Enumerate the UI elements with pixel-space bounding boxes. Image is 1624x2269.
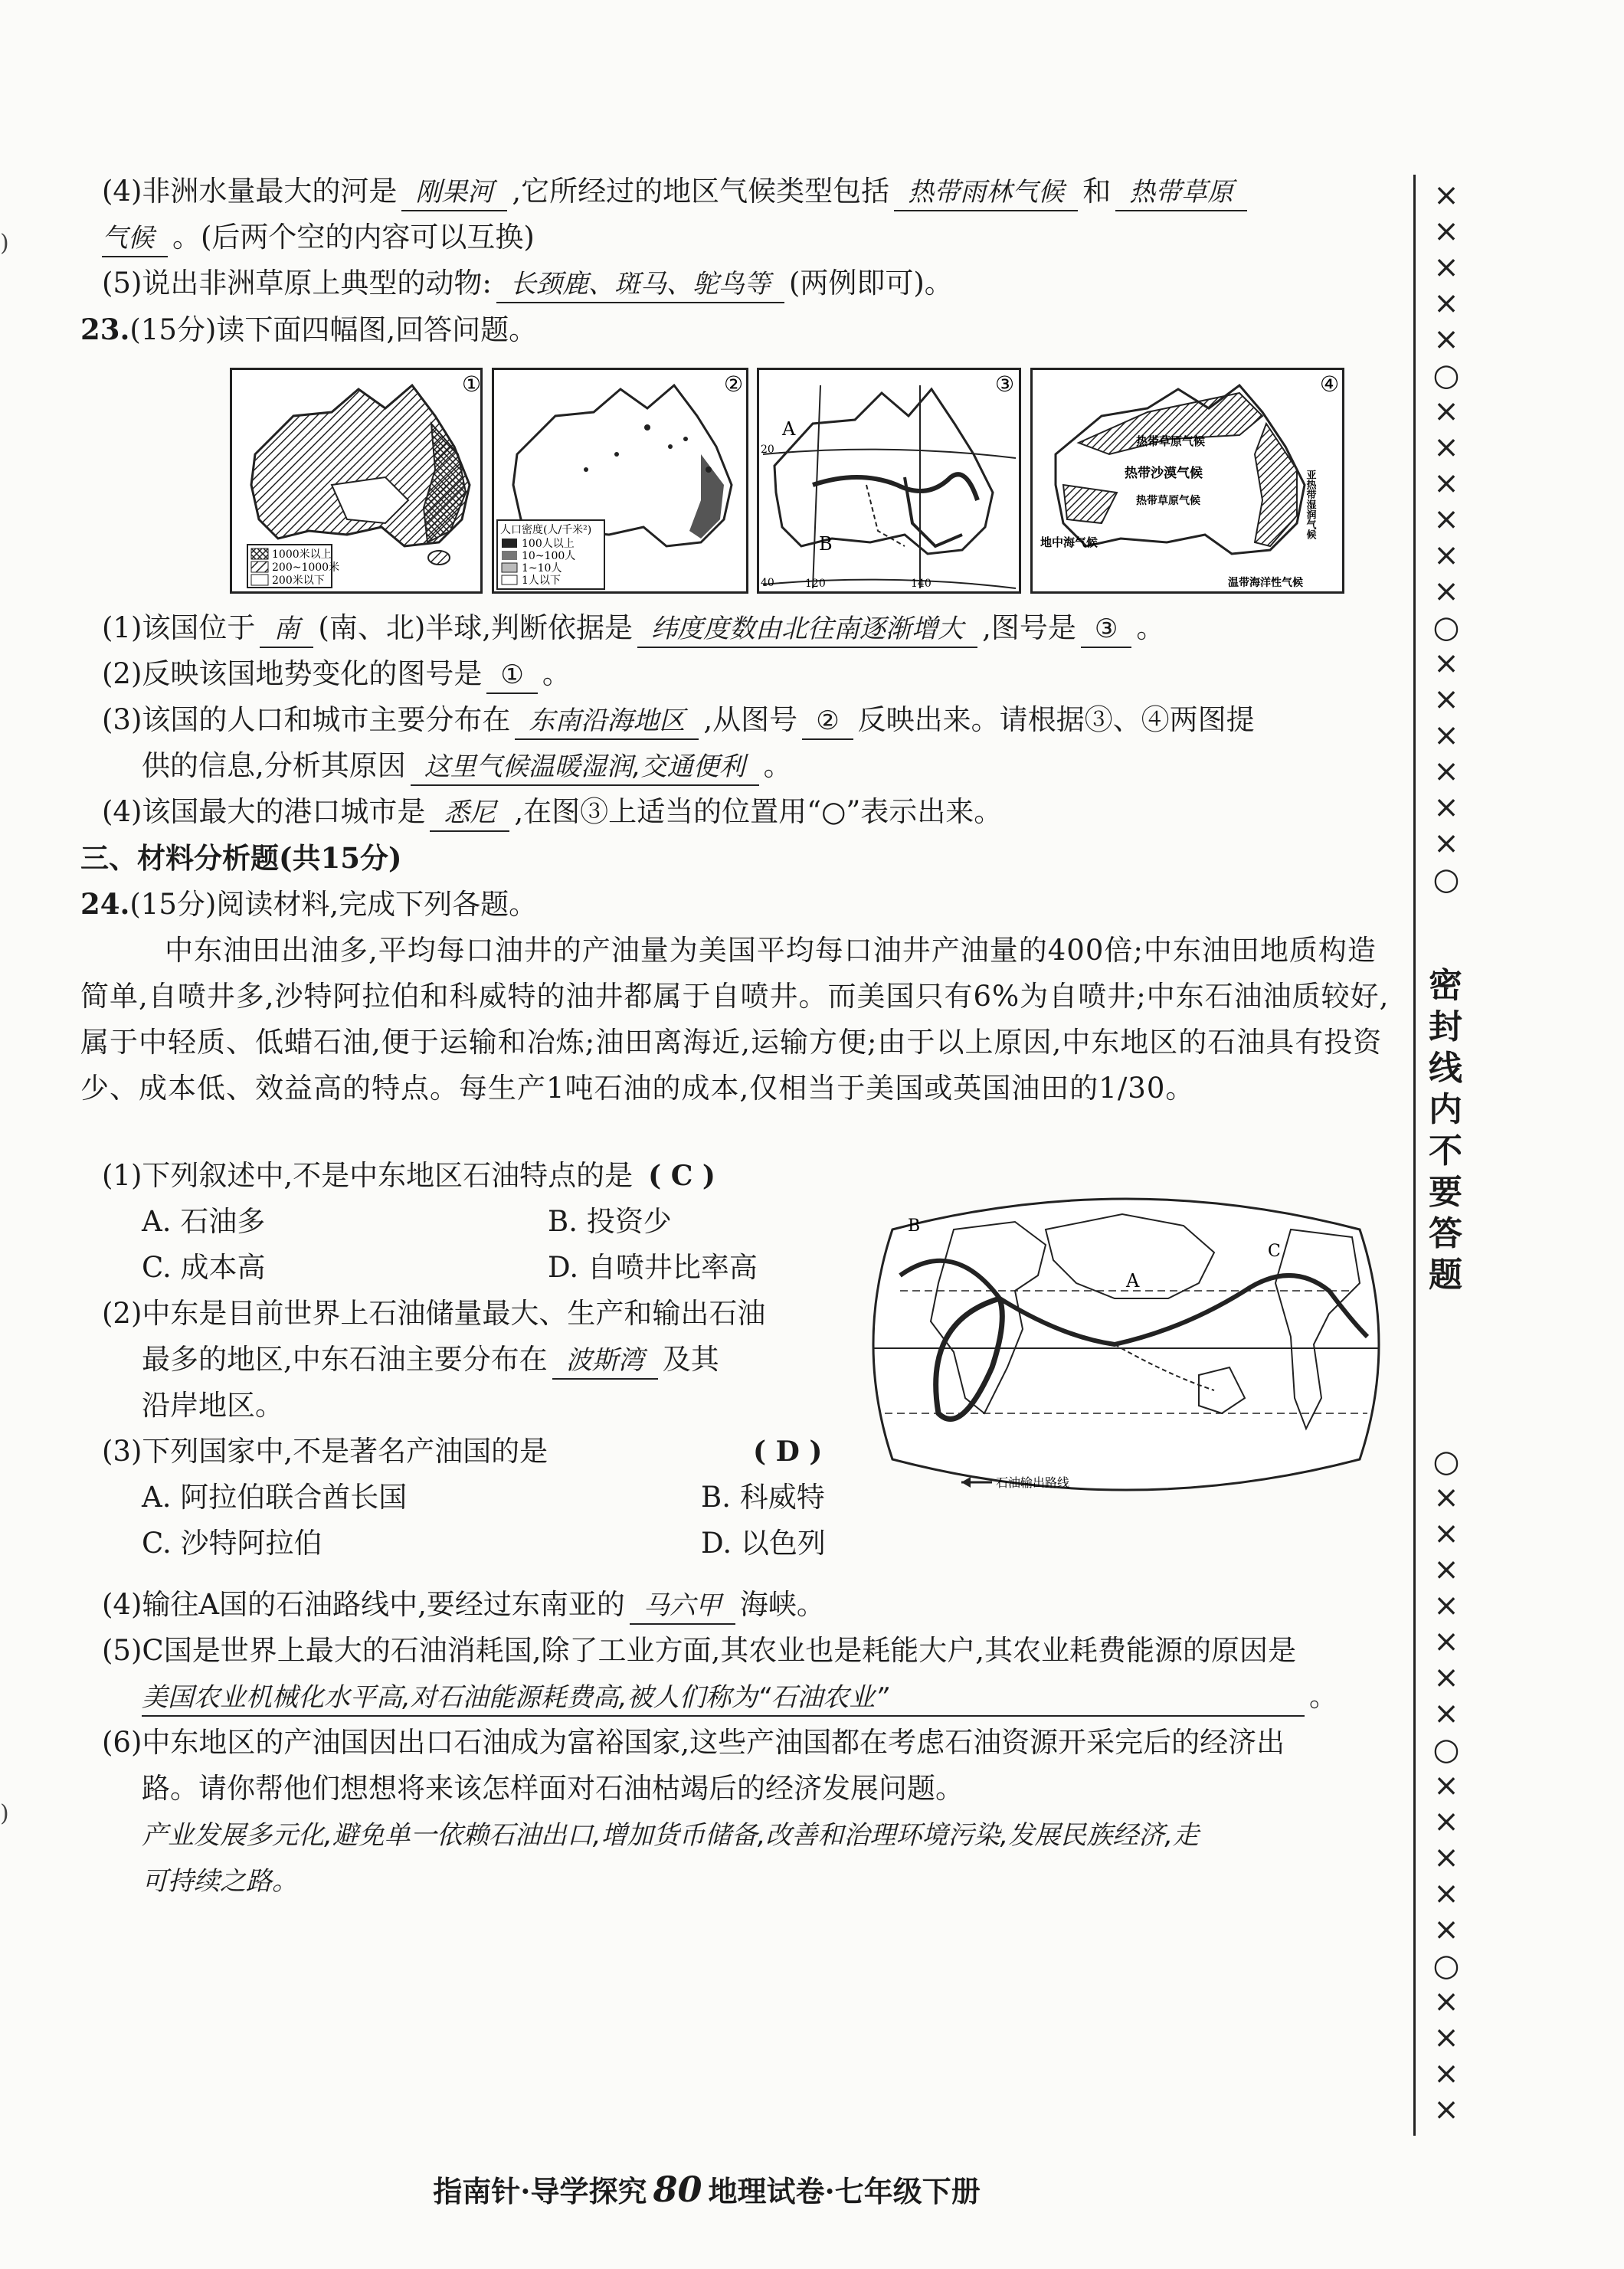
q23-questions xyxy=(80,605,1398,1112)
q24-part1 xyxy=(80,1153,846,1199)
option: D. 自喷井比率高 xyxy=(548,1251,758,1284)
map-4-climate xyxy=(1030,368,1344,594)
text: 供的信息,分析其原因 xyxy=(142,749,406,782)
legend-label: 1~10人 xyxy=(522,562,562,575)
longitude-label: 140 xyxy=(911,578,932,590)
text: ,它所经过的地区气候类型包括 xyxy=(512,175,890,208)
text: (4)输往A国的石油路线中,要经过东南亚的 xyxy=(102,1588,625,1621)
text: 海峡。 xyxy=(739,1588,825,1621)
climate-label: 热带草原气候 xyxy=(1136,495,1200,507)
q24-part6: (6)中东地区的产油国因出口石油成为富裕国家,这些产油国都在考虑石油资源开采完后的经济出 xyxy=(102,1726,1285,1759)
text: 。 xyxy=(1309,1680,1338,1713)
answer-blank: 美国农业机械化水平高,对石油能源耗费高,被人们称为“石油农业” xyxy=(142,1680,1305,1717)
legend-title: 人口密度(人/千米²) xyxy=(500,524,592,536)
map-2-population xyxy=(492,368,748,594)
answer-blank: 马六甲 xyxy=(630,1588,735,1625)
map-label-a: A xyxy=(1126,1270,1140,1292)
q23-part2 xyxy=(80,651,1398,697)
text: (2)反映该国地势变化的图号是 xyxy=(102,657,483,690)
text: (1)下列叙述中,不是中东地区石油特点的是 xyxy=(102,1159,634,1192)
map-label-b: B xyxy=(819,533,833,555)
q24-passage: 中东油田出油多,平均每口油井的产油量为美国平均每口油井产油量的400倍;中东油田地质构造简单,自喷井多,沙特阿拉伯和科威特的油井都属于自喷井。而美国只有6%为自喷井;中东石油油质较好,属于中轻质、低蜡石油,便于运输和冶炼;油田离海近,运输方便;由于以上原因,中东地区的石油具有投资少、成本低、效益高的特点。每生产1吨石油的成本,仅相当于美国或英国油田的1/30。 xyxy=(80,934,1390,1105)
text: (15分)阅读材料,完成下列各题。 xyxy=(129,888,538,921)
legend-label: 200米以下 xyxy=(272,575,325,587)
choice-answer: ( C ) xyxy=(648,1160,715,1192)
q24-part5: (5)C国是世界上最大的石油消耗国,除了工业方面,其农业也是耗能大户,其农业耗费能源的原因是 xyxy=(102,1634,1297,1667)
climate-label: 热带沙漠气候 xyxy=(1125,466,1203,481)
text: (3)下列国家中,不是著名产油国的是 xyxy=(102,1435,548,1468)
text: 。(后两个空的内容可以互换) xyxy=(172,221,535,254)
handwritten-answer: 产业发展多元化,避免单一依赖石油出口,增加货币储备,改善和治理环境污染,发展民族经济,走 xyxy=(142,1820,1200,1851)
answer-blank: 悉尼 xyxy=(430,795,509,832)
text: (南、北)半球,判断依据是 xyxy=(318,611,634,644)
legend-label: 1人以下 xyxy=(522,575,561,587)
answer-blank: 这里气候温暖湿润,交通便利 xyxy=(411,749,759,786)
legend-label: 10~100人 xyxy=(522,550,576,562)
question-number: 24. xyxy=(80,887,130,921)
text: (1)该国位于 xyxy=(102,611,256,644)
answer-blank: ② xyxy=(802,703,853,740)
climate-label: 温带海洋性气候 xyxy=(1228,577,1303,589)
text: 。 xyxy=(763,749,792,782)
footer-brand: 指南针·导学探究 xyxy=(433,2174,647,2208)
option: C. 成本高 xyxy=(142,1251,266,1284)
seal-line xyxy=(1413,175,1416,2136)
choice-answer: ( D ) xyxy=(753,1436,823,1468)
longitude-label: 120 xyxy=(805,578,826,590)
q24-part3-options-ab xyxy=(80,1475,846,1521)
text: (两例即可)。 xyxy=(788,267,953,300)
q24-part3 xyxy=(80,1429,846,1475)
text: ,图号是 xyxy=(982,611,1076,644)
text: (4)该国最大的港口城市是 xyxy=(102,795,426,828)
q23-part3 xyxy=(80,697,1398,743)
latitude-label: 20 xyxy=(761,444,774,456)
climate-map-svg xyxy=(1033,370,1342,591)
q23-part1 xyxy=(80,605,1398,651)
footer-title: 地理试卷·七年级下册 xyxy=(708,2174,981,2208)
map-number: ② xyxy=(724,372,744,397)
map-number: ④ xyxy=(1320,372,1340,397)
seal-marks-top: × × × × × ○ × × × × × × ○ × × × × × × ○ xyxy=(1432,178,1460,897)
climate-label: 热带草原气候 xyxy=(1136,434,1206,448)
terrain-map-svg xyxy=(232,370,480,591)
q24-title xyxy=(80,881,1398,928)
q23-title xyxy=(80,306,1398,353)
q24-part2-cont xyxy=(80,1337,846,1383)
text: 及其 xyxy=(662,1343,719,1376)
answer-blank: 东南沿海地区 xyxy=(515,703,699,740)
answer-blank: ③ xyxy=(1081,611,1131,648)
text: 最多的地区,中东石油主要分布在 xyxy=(142,1343,548,1376)
map-1-terrain xyxy=(230,368,483,594)
answer-blank: 热带草原 xyxy=(1115,175,1247,211)
option: B. 科威特 xyxy=(701,1481,825,1514)
q24-part4 xyxy=(80,1582,1398,1628)
q24-part5-answer xyxy=(80,1674,1398,1720)
legend-label: 200~1000米 xyxy=(272,562,340,574)
text: (3)该国的人口和城市主要分布在 xyxy=(102,703,511,736)
answer-blank: 气候 xyxy=(102,221,168,257)
text: ,在图③上适当的位置用“○”表示出来。 xyxy=(514,795,1003,828)
answer-blank: 纬度度数由北往南逐渐增大 xyxy=(637,611,977,648)
page-number: 80 xyxy=(653,2169,702,2210)
answer-blank: 南 xyxy=(260,611,313,648)
page-footer xyxy=(0,2168,1413,2210)
option: B. 投资少 xyxy=(548,1205,672,1238)
q24-left-column xyxy=(80,1153,846,1567)
legend-label: 1000米以上 xyxy=(272,548,332,561)
q24-part6-cont: 路。请你帮他们想想将来该怎样面对石油枯竭后的经济发展问题。 xyxy=(142,1772,964,1805)
map-number: ① xyxy=(462,372,480,397)
text: (15分)读下面四幅图,回答问题。 xyxy=(129,313,538,346)
q23-part3-cont xyxy=(80,743,1398,789)
world-oil-map-svg xyxy=(862,1184,1390,1505)
option: A. 阿拉伯联合酋长国 xyxy=(142,1481,408,1514)
q24-part2-end: 沿岸地区。 xyxy=(142,1389,283,1422)
map-label-a: A xyxy=(782,418,796,440)
text: 。 xyxy=(1136,611,1165,644)
climate-label: 亚热带湿润气候 xyxy=(1304,470,1316,539)
q24-part1-options-cd xyxy=(80,1245,846,1291)
legend-label: 石油输出路线 xyxy=(996,1475,1070,1490)
edge-mark: ) xyxy=(0,1800,9,1827)
option: D. 以色列 xyxy=(701,1527,826,1560)
seal-notice: 密封线内不要答题 xyxy=(1429,966,1462,1295)
option: A. 石油多 xyxy=(142,1205,266,1238)
answer-blank: 刚果河 xyxy=(401,175,507,211)
text: 和 xyxy=(1082,175,1112,208)
page-content xyxy=(80,169,1398,353)
edge-mark: ) xyxy=(0,230,9,257)
q22-part5 xyxy=(80,260,1398,306)
world-oil-map xyxy=(862,1184,1390,1505)
q24-part6-answer-1 xyxy=(80,1812,1398,1858)
map-number: ③ xyxy=(995,372,1015,397)
legend-label: 100人以上 xyxy=(522,538,575,550)
text: (4)非洲水量最大的河是 xyxy=(102,175,398,208)
seal-marks-bottom: ○ × × × × × × × ○ × × × × × ○ × × × × xyxy=(1432,1444,1460,2127)
text: ,从图号 xyxy=(703,703,798,736)
map-label-b: B xyxy=(908,1216,921,1236)
section-heading: 三、材料分析题(共15分) xyxy=(80,841,402,875)
answer-blank: 波斯湾 xyxy=(552,1343,658,1380)
map-label-c: C xyxy=(1268,1242,1281,1261)
grid-map-svg xyxy=(759,370,1019,591)
option: C. 沙特阿拉伯 xyxy=(142,1527,323,1560)
text: (5)说出非洲草原上典型的动物: xyxy=(102,267,492,300)
answer-blank: 长颈鹿、斑马、鸵鸟等 xyxy=(496,267,784,303)
q24-part2: (2)中东是目前世界上石油储量最大、生产和输出石油 xyxy=(102,1297,766,1330)
population-map-svg xyxy=(494,370,746,591)
q24-lower xyxy=(80,1582,1398,1904)
answer-blank: ① xyxy=(486,657,537,694)
answer-blank: 热带雨林气候 xyxy=(894,175,1078,211)
question-number: 23. xyxy=(80,313,130,346)
latitude-label: 40 xyxy=(761,577,774,589)
text: 。 xyxy=(542,657,571,690)
text: 反映出来。请根据③、④两图提 xyxy=(857,703,1255,736)
q22-part4 xyxy=(80,169,1398,214)
map-3-grid xyxy=(757,368,1021,594)
australia-maps xyxy=(230,368,1344,594)
climate-label: 地中海气候 xyxy=(1040,535,1098,549)
handwritten-answer: 可持续之路。 xyxy=(142,1866,298,1897)
q23-part4 xyxy=(80,789,1398,835)
q24-part6-answer-2 xyxy=(80,1858,1398,1904)
q24-part1-options-ab xyxy=(80,1199,846,1245)
q22-part4-cont xyxy=(80,214,1398,260)
q24-part3-options-cd xyxy=(80,1521,846,1567)
